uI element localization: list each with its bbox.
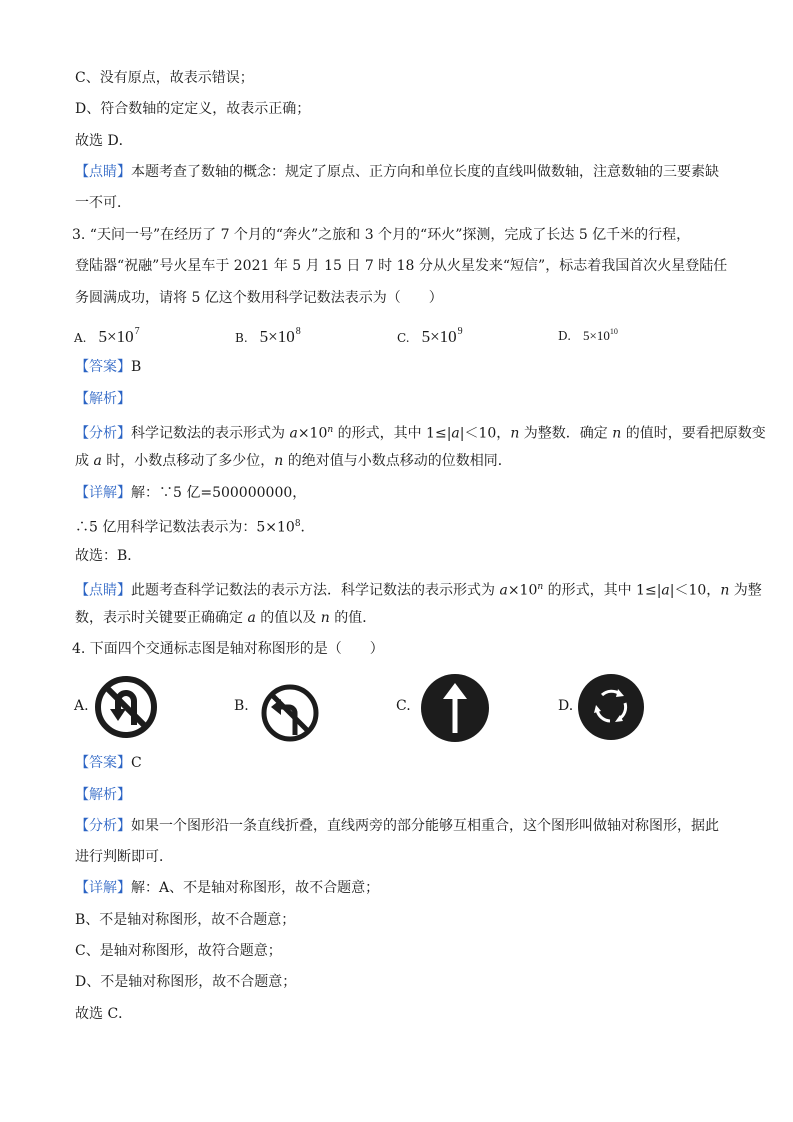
detail-line: 【详解】解：∵5 亿=500000000， (75, 485, 307, 501)
text-line: D、符合数轴的定定义，故表示正确； (75, 101, 311, 117)
detail-line: ∴5 亿用科学记数法表示为：$5\times 10^8$． (75, 519, 315, 536)
fenxi-tag: 【分析】 (75, 818, 131, 834)
question-3-stem: 务圆满成功，请将 5 亿这个数用科学记数法表示为（ ） (75, 290, 443, 306)
option-letter: B. (235, 331, 248, 345)
dianjing-tag: 【点睛】 (75, 582, 131, 599)
option-letter: C. (396, 698, 411, 714)
no-left-turn-sign-icon (259, 683, 321, 743)
fenxi-line: 【分析】如果一个图形沿一条直线折叠，直线两旁的部分能够互相重合，这个图形叫做轴对称图形，据此 (75, 818, 719, 834)
fenxi-tag: 【分析】 (75, 425, 131, 442)
detail-tag: 【详解】 (75, 485, 131, 501)
fenxi-line: 成 a 时，小数点移动了多少位，n 的绝对值与小数点移动的位数相同． (75, 453, 512, 469)
analysis-tag: 【解析】 (75, 787, 131, 803)
text-line: C、没有原点，故表示错误； (75, 70, 254, 86)
option-letter: B. (234, 698, 249, 714)
option-letter: A. (74, 698, 89, 714)
dianjing-line (75, 162, 719, 182)
option-value: $5\times 10^9$ (421, 326, 463, 346)
dianjing-line: 数，表示时关键要正确确定 a 的值以及 n 的值． (75, 610, 377, 626)
detail-line: D、不是轴对称图形，故不合题意； (75, 974, 297, 990)
question-4-stem: 4. 下面四个交通标志图是轴对称图形的是（ ） (72, 641, 384, 657)
text-line: 故选 D． (75, 133, 133, 149)
option-letter: D. (558, 329, 572, 343)
option-letter: C. (397, 331, 410, 345)
detail-line: C、是轴对称图形，故符合题意； (75, 943, 282, 959)
choose-line: 故选：B． (75, 548, 142, 564)
text-line: 一不可． (75, 195, 131, 211)
fenxi-line: 进行判断即可． (75, 849, 173, 865)
option-value: $5\times 10^{10}$ (583, 327, 618, 343)
fenxi-line: 【分析】科学记数法的表示形式为 $a\times 10^n$ 的形式，其中 1≤|a|＜10，n 为整数．确定 n 的值时，要看把原数变 (75, 425, 766, 442)
detail-tag: 【详解】 (75, 880, 131, 896)
no-u-turn-sign-icon (94, 675, 158, 739)
answer-line (75, 753, 142, 773)
option-value: $5\times 10^7$ (98, 326, 140, 346)
answer-line (75, 357, 141, 377)
roundabout-sign-icon (578, 673, 644, 741)
answer-value: C (131, 755, 142, 771)
detail-line: 【详解】解：A、不是轴对称图形，故不合题意； (75, 880, 380, 896)
question-3-stem: 3. “天问一号”在经历了 7 个月的“奔火”之旅和 3 个月的“环火”探测，完成了长达 5 亿千米的行程， (72, 227, 691, 243)
answer-tag: 【答案】 (75, 359, 131, 375)
option-letter: A. (74, 331, 87, 345)
answer-tag: 【答案】 (75, 755, 131, 771)
option-value: $5\times 10^8$ (259, 326, 301, 346)
choose-line: 故选 C． (75, 1006, 133, 1022)
analysis-tag: 【解析】 (75, 391, 131, 407)
question-3-stem: 登陆器“祝融”号火星车于 2021 年 5 月 15 日 7 时 18 分从火星发来“短信”，标志着我国首次火星登陆任 (75, 258, 728, 274)
straight-ahead-sign-icon (420, 673, 490, 743)
option-a (74, 322, 140, 348)
option-d (558, 322, 618, 346)
option-b (235, 322, 301, 348)
option-c (397, 322, 463, 348)
dianjing-line: 【点睛】此题考查科学记数法的表示方法．科学记数法的表示形式为 $a\times 10^n$ 的形式，其中 1≤|a|＜10，n 为整 (75, 582, 762, 599)
answer-value: B (131, 359, 142, 375)
option-letter: D. (558, 698, 574, 714)
dianjing-tag: 【点睛】 (75, 164, 131, 180)
detail-line: B、不是轴对称图形，故不合题意； (75, 912, 296, 928)
dianjing-text: 本题考查了数轴的概念：规定了原点、正方向和单位长度的直线叫做数轴，注意数轴的三要素缺 (131, 164, 719, 180)
